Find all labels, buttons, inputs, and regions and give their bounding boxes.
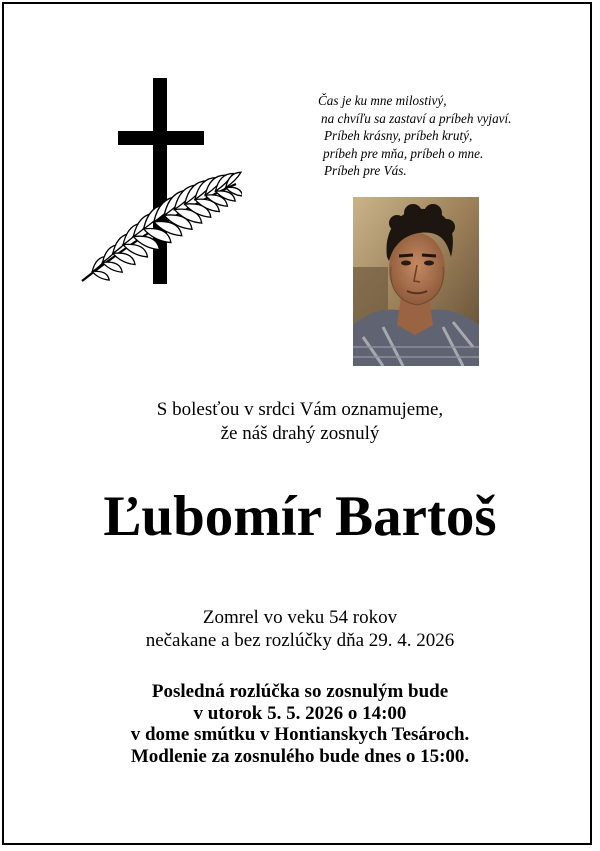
funeral-info-line: Modlenie za zosnulého bude dnes o 15:00. bbox=[130, 745, 470, 767]
cross-with-palm-icon bbox=[76, 76, 242, 290]
deceased-photo bbox=[353, 197, 479, 366]
intro-line: S bolesťou v srdci Vám oznamujeme, bbox=[156, 399, 444, 420]
death-info-line: Zomrel vo veku 54 rokov bbox=[202, 607, 398, 628]
intro-line: že náš drahý zosnulý bbox=[220, 423, 380, 444]
deceased-name: Ľubomír Bartoš bbox=[103, 485, 497, 548]
funeral-info-line: Posledná rozlúčka so zosnulým bude bbox=[151, 681, 449, 702]
poem-line: na chvíľu sa zastaví a príbeh vyjaví. bbox=[321, 110, 512, 126]
death-info bbox=[0, 606, 600, 652]
death-info-line: nečakane a bez rozlúčky dňa 29. 4. 2026 bbox=[145, 630, 455, 651]
announcement-intro bbox=[0, 398, 600, 446]
funeral-info-line: v utorok 5. 5. 2026 o 14:00 bbox=[193, 702, 407, 724]
funeral-info bbox=[0, 681, 600, 767]
poem-block bbox=[318, 92, 588, 180]
poem-line: Čas je ku mne milostivý, bbox=[318, 93, 447, 108]
poem-line: Príbeh pre Vás. bbox=[324, 163, 407, 179]
poem-line: príbeh pre mňa, príbeh o mne. bbox=[323, 145, 484, 161]
cross-icon bbox=[76, 76, 242, 290]
poem-line: Príbeh krásny, príbeh krutý, bbox=[324, 128, 473, 144]
funeral-info-line: v dome smútku v Hontianskych Tesároch. bbox=[130, 724, 470, 745]
